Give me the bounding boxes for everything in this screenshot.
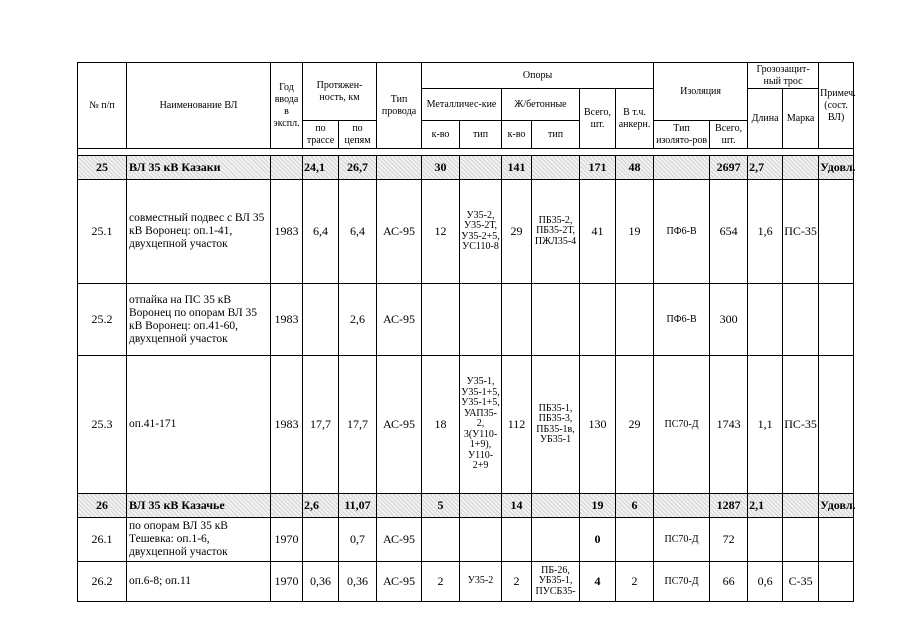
table-body <box>78 149 854 602</box>
cell-year: 1970 <box>271 562 303 602</box>
cell-note <box>819 562 854 602</box>
cell-route: 2,6 <box>303 494 339 518</box>
cell-m-qty <box>422 518 460 562</box>
cell-ins-type: ПС70-Д <box>654 518 710 562</box>
cell-year: 1983 <box>271 284 303 356</box>
cell-m-type: У35-1, У35-1+5, У35-1+5, УАП35-2, 3(У110-1+9), У110-2+9 <box>460 356 502 494</box>
cell-year: 1983 <box>271 356 303 494</box>
cell-g-len: 2,7 <box>748 156 783 180</box>
cell-wire: АС-95 <box>377 562 422 602</box>
cell-ins-total: 300 <box>710 284 748 356</box>
cell-g-len: 1,6 <box>748 180 783 284</box>
cell-route: 17,7 <box>303 356 339 494</box>
cell-name: отпайка на ПС 35 кВ Воронец по опорам ВЛ 35 кВ Воронец: оп.41-60, двухцепной участок <box>127 284 271 356</box>
cell-c-type <box>532 156 580 180</box>
cell-wire <box>377 494 422 518</box>
cell-m-type <box>460 156 502 180</box>
cell-note: Удовл. <box>819 156 854 180</box>
header-len-chain: по цепям <box>339 121 377 149</box>
header-ins-total: Всего, шт. <box>710 121 748 149</box>
cell-c-type <box>532 284 580 356</box>
cell-total: 4 <box>580 562 616 602</box>
cell-anchor <box>616 284 654 356</box>
cell-g-mark <box>783 518 819 562</box>
header-metal: Металличес-кие <box>422 89 502 121</box>
cell-chain: 17,7 <box>339 356 377 494</box>
cell-m-type <box>460 518 502 562</box>
cell-wire: АС-95 <box>377 284 422 356</box>
cell-c-type <box>532 494 580 518</box>
header-num: № п/п <box>78 63 127 149</box>
cell-num: 26.2 <box>78 562 127 602</box>
cell-c-qty <box>502 284 532 356</box>
cell-chain: 2,6 <box>339 284 377 356</box>
cell-c-type <box>532 518 580 562</box>
cell-chain: 6,4 <box>339 180 377 284</box>
cell-name: ВЛ 35 кВ Казаки <box>127 156 271 180</box>
cell-note <box>819 356 854 494</box>
header-len-route: по трассе <box>303 121 339 149</box>
header-concrete-type: тип <box>532 121 580 149</box>
cell-ins-total: 66 <box>710 562 748 602</box>
cell-note <box>819 180 854 284</box>
cell-name: оп.41-171 <box>127 356 271 494</box>
group-row <box>78 494 854 518</box>
cell-c-qty: 141 <box>502 156 532 180</box>
cell-m-qty: 5 <box>422 494 460 518</box>
cell-chain: 0,7 <box>339 518 377 562</box>
header-ins-type: Тип изолято-ров <box>654 121 710 149</box>
cell-total: 171 <box>580 156 616 180</box>
cell-wire: АС-95 <box>377 356 422 494</box>
power-lines-table <box>77 62 854 602</box>
cell-c-qty: 14 <box>502 494 532 518</box>
cell-ins-type: ПС70-Д <box>654 356 710 494</box>
cell-num: 25.2 <box>78 284 127 356</box>
header-metal-type: тип <box>460 121 502 149</box>
cell-c-qty: 112 <box>502 356 532 494</box>
cell-total: 19 <box>580 494 616 518</box>
cell-chain: 0,36 <box>339 562 377 602</box>
cell-name: совместный подвес с ВЛ 35 кВ Воронец: оп.1-41, двухцепной участок <box>127 180 271 284</box>
cell-c-type: ПБ-26, УБ35-1, ПУСБ35- <box>532 562 580 602</box>
cell-ins-total: 654 <box>710 180 748 284</box>
cell-year: 1983 <box>271 180 303 284</box>
cell-num: 25.3 <box>78 356 127 494</box>
cell-ins-type <box>654 494 710 518</box>
cell-ins-total: 1287 <box>710 494 748 518</box>
cell-year <box>271 156 303 180</box>
cell-note: Удовл. <box>819 494 854 518</box>
cell-m-type: У35-2, У35-2Т, У35-2+5, УС110-8 <box>460 180 502 284</box>
cell-total <box>580 284 616 356</box>
cell-c-qty: 2 <box>502 562 532 602</box>
header-supports: Опоры <box>422 63 654 89</box>
cell-wire: АС-95 <box>377 180 422 284</box>
cell-g-len: 1,1 <box>748 356 783 494</box>
header-note: Примеч. (сост. ВЛ) <box>819 63 854 149</box>
cell-ins-type: ПФ6-В <box>654 180 710 284</box>
table-row <box>78 518 854 562</box>
cell-anchor: 19 <box>616 180 654 284</box>
header-ground-wire: Грозозащит-ный трос <box>748 63 819 89</box>
cell-g-mark <box>783 156 819 180</box>
cell-g-mark <box>783 284 819 356</box>
cell-anchor: 2 <box>616 562 654 602</box>
cell-anchor: 48 <box>616 156 654 180</box>
cell-anchor: 6 <box>616 494 654 518</box>
cell-year <box>271 494 303 518</box>
cell-route: 24,1 <box>303 156 339 180</box>
cell-num: 26.1 <box>78 518 127 562</box>
cell-num: 25.1 <box>78 180 127 284</box>
cell-ins-type: ПФ6-В <box>654 284 710 356</box>
header-year: Год ввода в экспл. <box>271 63 303 149</box>
cell-g-mark: ПС-35 <box>783 356 819 494</box>
header-anchor: В т.ч. анкерн. <box>616 89 654 149</box>
cell-m-type <box>460 284 502 356</box>
cell-chain: 26,7 <box>339 156 377 180</box>
cell-c-type: ПБ35-2, ПБ35-2Т, ПЖЛ35-4 <box>532 180 580 284</box>
header-concrete-qty: к-во <box>502 121 532 149</box>
header-ground-length: Длина <box>748 89 783 149</box>
table-row <box>78 356 854 494</box>
cell-wire <box>377 156 422 180</box>
cell-g-len <box>748 284 783 356</box>
cell-anchor: 29 <box>616 356 654 494</box>
cell-ins-total: 1743 <box>710 356 748 494</box>
header-total: Всего, шт. <box>580 89 616 149</box>
cell-m-type <box>460 494 502 518</box>
cell-num: 25 <box>78 156 127 180</box>
cell-m-qty: 18 <box>422 356 460 494</box>
cell-m-type: У35-2 <box>460 562 502 602</box>
cell-note <box>819 518 854 562</box>
header-name: Наименование ВЛ <box>127 63 271 149</box>
cell-route <box>303 284 339 356</box>
header-length: Протяжен-ность, км <box>303 63 377 121</box>
cell-c-qty <box>502 518 532 562</box>
cell-ins-total: 72 <box>710 518 748 562</box>
cell-total: 130 <box>580 356 616 494</box>
header-ground-mark: Марка <box>783 89 819 149</box>
cell-g-len: 0,6 <box>748 562 783 602</box>
cell-anchor <box>616 518 654 562</box>
cell-total: 41 <box>580 180 616 284</box>
cell-total: 0 <box>580 518 616 562</box>
cell-g-mark: ПС-35 <box>783 180 819 284</box>
header-metal-qty: к-во <box>422 121 460 149</box>
table-row <box>78 180 854 284</box>
cell-m-qty: 12 <box>422 180 460 284</box>
table-row <box>78 284 854 356</box>
cell-year: 1970 <box>271 518 303 562</box>
cell-ins-type: ПС70-Д <box>654 562 710 602</box>
cell-name: по опорам ВЛ 35 кВ Тешевка: оп.1-6, двухцепной участок <box>127 518 271 562</box>
cell-m-qty: 2 <box>422 562 460 602</box>
cell-m-qty <box>422 284 460 356</box>
cell-route: 0,36 <box>303 562 339 602</box>
header-insulation: Изоляция <box>654 63 748 121</box>
cell-g-mark <box>783 494 819 518</box>
cell-name: ВЛ 35 кВ Казачье <box>127 494 271 518</box>
cell-route <box>303 518 339 562</box>
cell-wire: АС-95 <box>377 518 422 562</box>
cell-ins-type <box>654 156 710 180</box>
cell-note <box>819 284 854 356</box>
cell-route: 6,4 <box>303 180 339 284</box>
cell-m-qty: 30 <box>422 156 460 180</box>
group-row <box>78 156 854 180</box>
cell-c-type: ПБ35-1, ПБ35-3, ПБ35-1в, УБ35-1 <box>532 356 580 494</box>
cell-g-len: 2,1 <box>748 494 783 518</box>
table-header <box>78 63 854 149</box>
cell-g-mark: С-35 <box>783 562 819 602</box>
cell-name: оп.6-8; оп.11 <box>127 562 271 602</box>
cell-chain: 11,07 <box>339 494 377 518</box>
cell-c-qty: 29 <box>502 180 532 284</box>
header-concrete: Ж/бетонные <box>502 89 580 121</box>
cell-g-len <box>748 518 783 562</box>
header-wire: Тип провода <box>377 63 422 149</box>
cell-ins-total: 2697 <box>710 156 748 180</box>
table-row <box>78 562 854 602</box>
cell-num: 26 <box>78 494 127 518</box>
